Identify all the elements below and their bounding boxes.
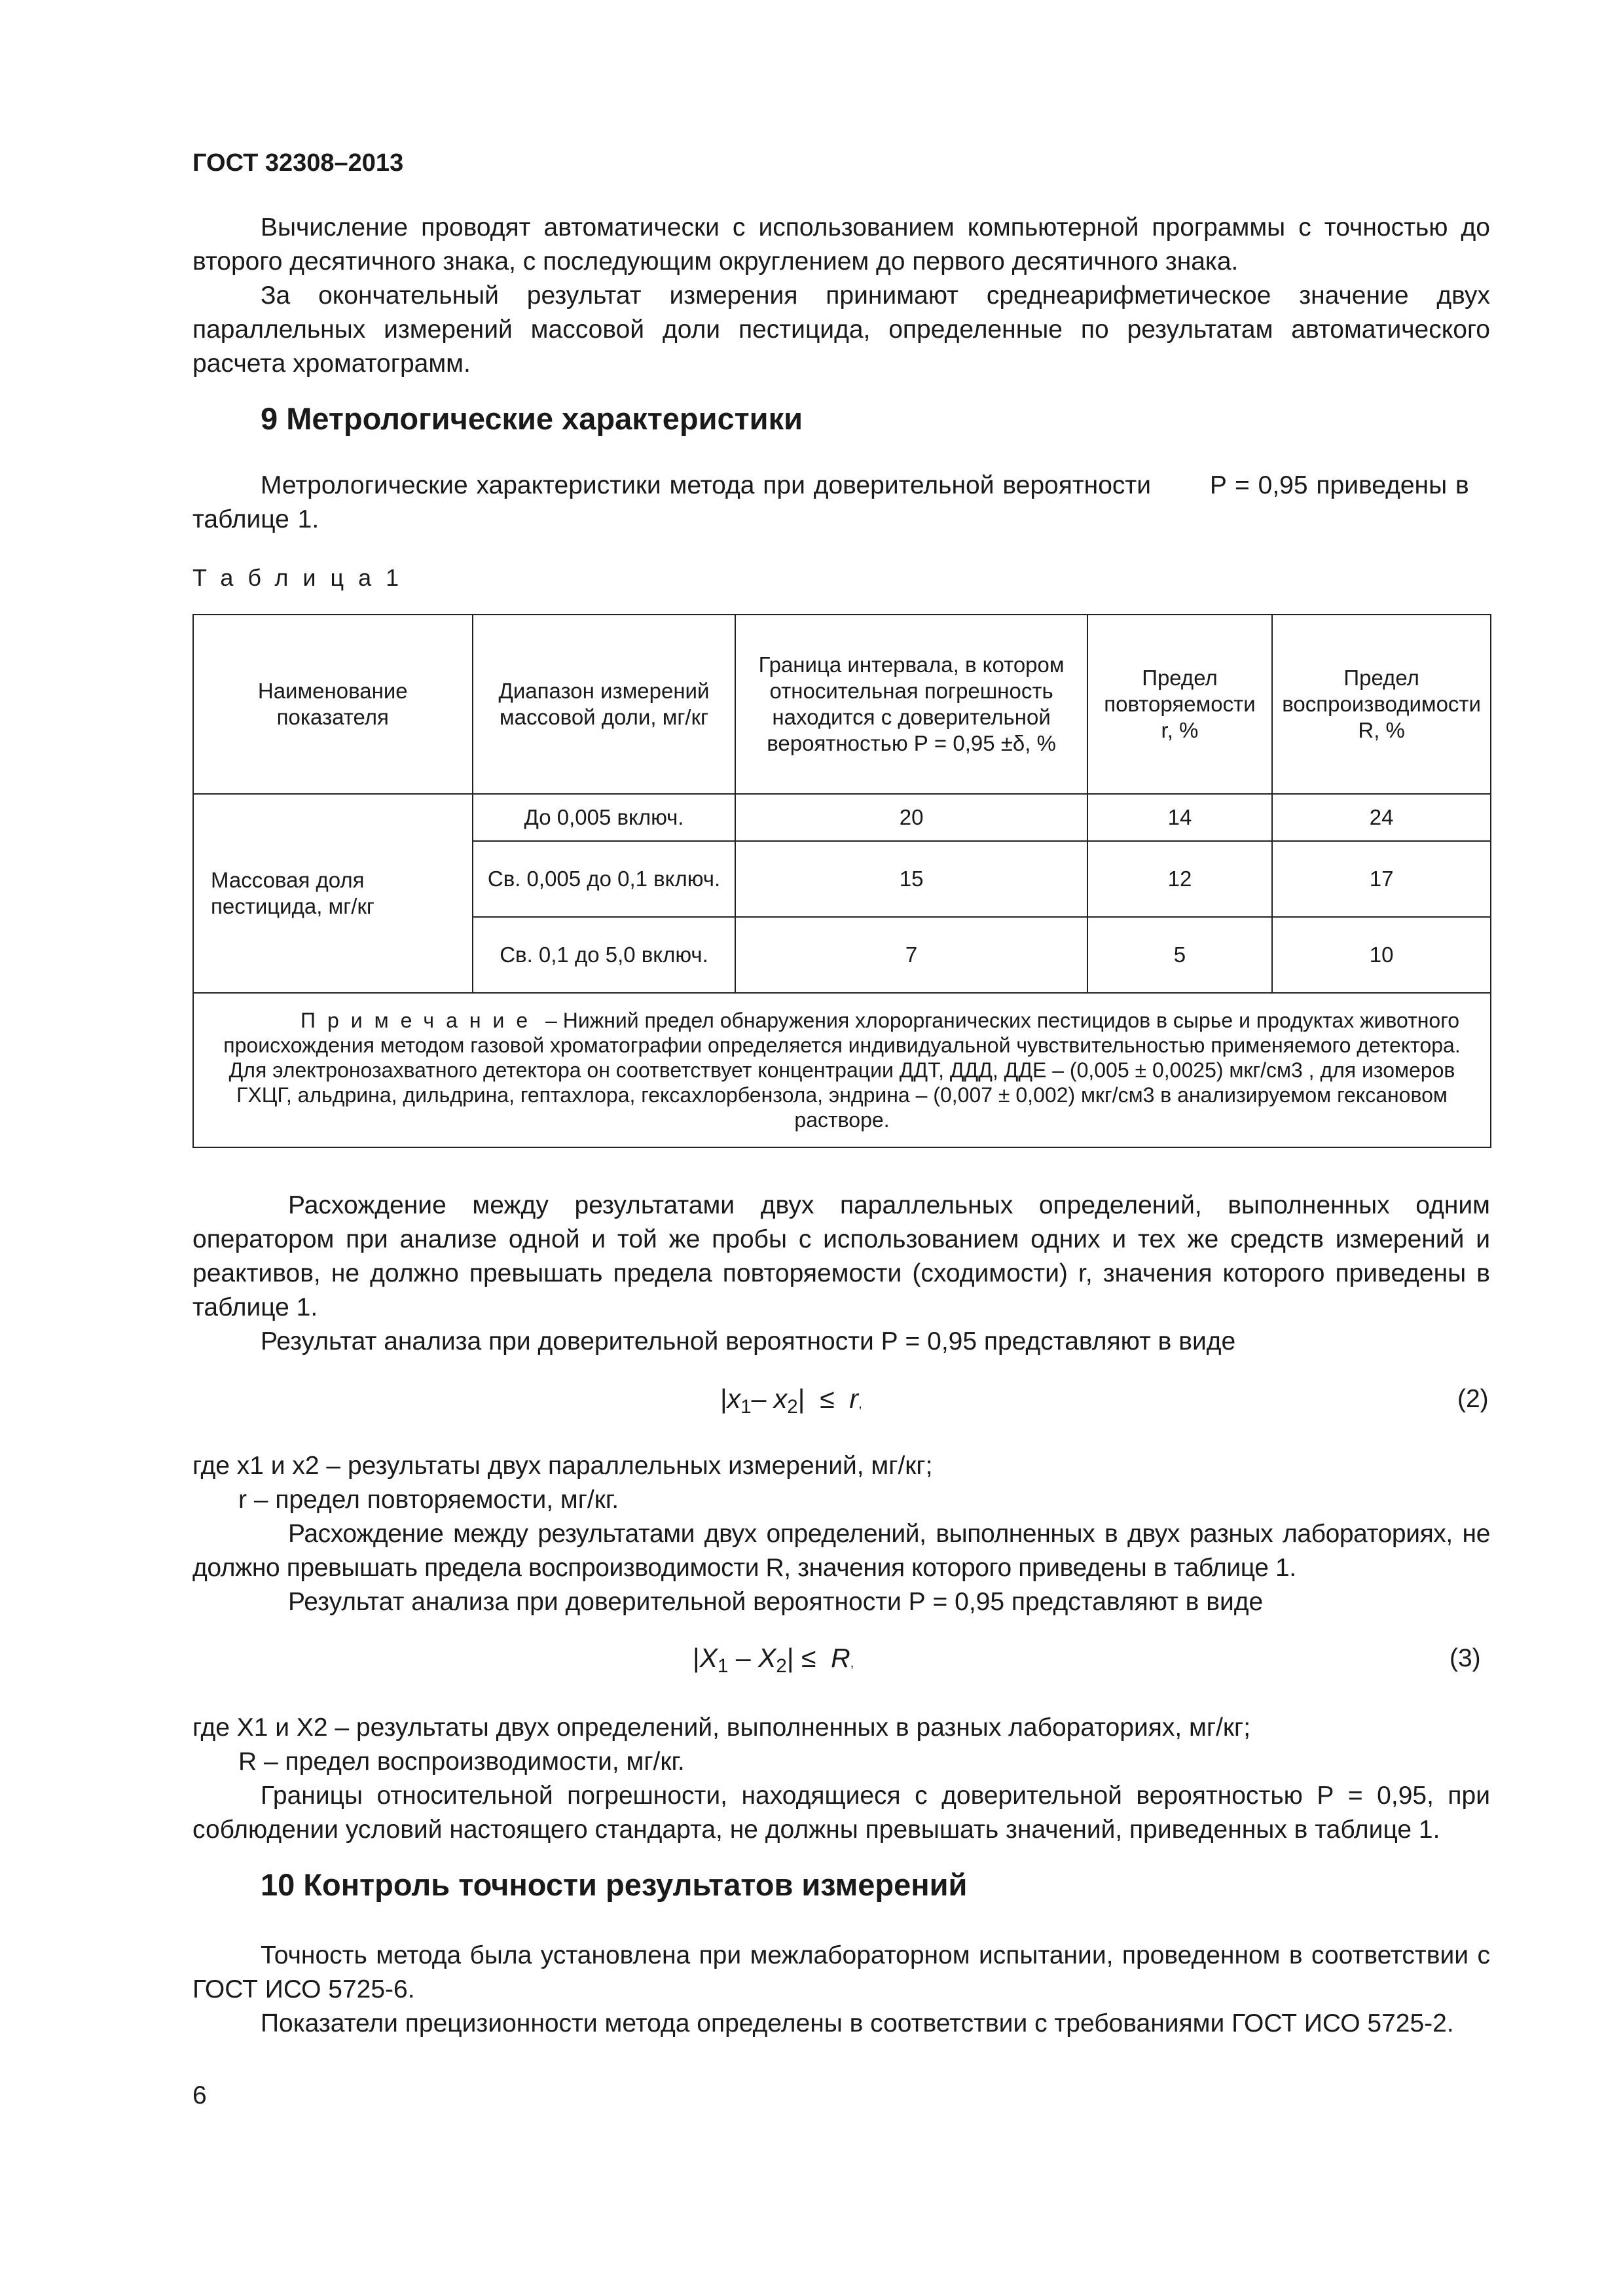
table-note (193, 993, 1491, 1147)
note-text: – Нижний предел обнаружения хлорорганических пестицидов в сырье и продуктах животного происхождения методом газовой хроматографии определяется индивидуальной чувствительностью применяемого детектора. Для электронозахватного детектора он соответствует концентрации ДДТ, ДДД, ДДЕ – (0,005 ± 0,0025) мкг/см3 , для изомеров ГХЦГ, альдрина, дильдрина, гептахлора, гексахлорбензола, эндрина – (0,007 ± 0,002) мкг/см3 в анализируемом гексановом растворе. (223, 1009, 1461, 1132)
where-3-line-1: где X1 и X2 – результаты двух определений, выполненных в разных лабораториях, мг/кг; (192, 1713, 1251, 1742)
section-9-title: 9 Метрологические характеристики (261, 401, 803, 436)
section-10-paragraph-1: Точность метода была установлена при межлабораторном испытании, проведенном в соответствии с ГОСТ ИСО 5725-6. (192, 1941, 1490, 2003)
formula-3: $|X_1 - X_2| \le R$, (693, 1643, 854, 1677)
r-cell: 14 (1087, 794, 1273, 841)
section-10-paragraph-2: Показатели прецизионности метода определены в соответствии с требованиями ГОСТ ИСО 5725-2. (261, 2009, 1454, 2037)
repeatability-paragraph: Расхождение между результатами двух параллельных определений, выполненных одним оператором при анализе одной и той же пробы с использованием одних и тех же средств измерений и реактивов, не должно превышать предела повторяемости (сходимости) r, значения которого приведены в таблице 1. (192, 1191, 1490, 1321)
delta-cell: 7 (735, 917, 1087, 993)
document-header: ГОСТ 32308–2013 (192, 149, 404, 177)
section-9-paragraph: Метрологические характеристики метода при доверительной вероятности P = 0,95 приведены в таблице 1. (192, 471, 1478, 533)
bounds-paragraph: Границы относительной погрешности, находящиеся с доверительной вероятностью Р = 0,95, при соблюдении условий настоящего стандарта, не должны превышать значений, приведенных в таблице 1. (192, 1782, 1490, 1844)
formula-3-number: (3) (1450, 1644, 1481, 1672)
r-cell: 12 (1087, 841, 1273, 917)
page-number: 6 (192, 2081, 207, 2109)
metrology-table (192, 614, 1491, 1148)
note-label: Примечание (301, 1009, 540, 1032)
result-paragraph-1: Результат анализа при доверительной вероятности Р = 0,95 представляют в виде (261, 1327, 1236, 1355)
delta-cell: 20 (735, 794, 1087, 841)
table-caption: Таблица1 (192, 564, 414, 591)
R-cell: 10 (1272, 917, 1491, 993)
result-paragraph-2: Результат анализа при доверительной вероятности Р = 0,95 представляют в виде (288, 1588, 1264, 1616)
header-indicator: Наименование показателя (193, 615, 473, 794)
header-range: Диапазон измерений массовой доли, мг/кг (473, 615, 736, 794)
table-note-row (193, 993, 1491, 1147)
intro-paragraph-2: За окончательный результат измерения принимают среднеарифметическое значение двух параллельных измерений массовой доли пестицида, определенные по результатам автоматического расчета хроматограмм. (192, 281, 1490, 378)
intro-paragraph-1: Вычисление проводят автоматически с использованием компьютерной программы с точностью до второго десятичного знака, с последующим округлением до первого десятичного знака. (192, 213, 1490, 276)
header-error-bound: Граница интервала, в котором относительная погрешность находится с доверительной вероятностью Р = 0,95 ±δ, % (735, 615, 1087, 794)
formula-2-number: (2) (1457, 1385, 1489, 1413)
where-3-line-2: R – предел воспроизводимости, мг/кг. (238, 1748, 685, 1776)
header-repeatability: Предел повторяемости r, % (1087, 615, 1273, 794)
where-2-line-1: где x1 и x2 – результаты двух параллельных измерений, мг/кг; (192, 1452, 933, 1480)
r-cell: 5 (1087, 917, 1273, 993)
table-header-row (193, 615, 1491, 794)
formula-2: $|x_1-$ $x_2| \le r$, (720, 1384, 862, 1418)
range-cell: Св. 0,005 до 0,1 включ. (473, 841, 736, 917)
range-cell: До 0,005 включ. (473, 794, 736, 841)
header-reproducibility: Предел воспроизводимости R, % (1272, 615, 1491, 794)
range-cell: Св. 0,1 до 5,0 включ. (473, 917, 736, 993)
R-cell: 17 (1272, 841, 1491, 917)
R-cell: 24 (1272, 794, 1491, 841)
section-10-title: 10 Контроль точности результатов измерений (261, 1867, 968, 1902)
delta-cell: 15 (735, 841, 1087, 917)
table-row (193, 794, 1491, 841)
indicator-cell: Массовая доля пестицида, мг/кг (193, 794, 473, 993)
reproducibility-paragraph: Расхождение между результатами двух определений, выполненных в двух разных лабораториях, не должно превышать предела воспроизводимости R, значения которого приведены в таблице 1. (192, 1520, 1490, 1582)
where-2-line-2: r – предел повторяемости, мг/кг. (238, 1486, 619, 1514)
